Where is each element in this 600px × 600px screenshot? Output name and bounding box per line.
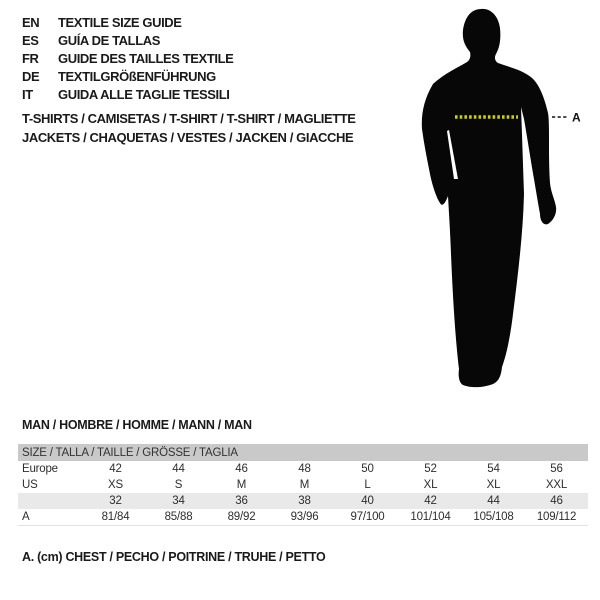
- cell: 40: [336, 493, 399, 509]
- man-silhouette-icon: [422, 9, 556, 387]
- cell: 42: [399, 493, 462, 509]
- language-row-de: [22, 67, 233, 85]
- cell: 85/88: [164, 511, 193, 523]
- row-label: [18, 493, 84, 509]
- cell: S: [174, 479, 183, 491]
- cell: XXL: [545, 479, 568, 491]
- cell: 56: [550, 463, 563, 475]
- language-code: EN: [22, 14, 40, 30]
- man-silhouette-figure: [415, 4, 600, 396]
- garment-line-jackets: JACKETS / CHAQUETAS / VESTES / JACKEN / GIACCHE: [22, 130, 354, 145]
- cell: 48: [298, 463, 311, 475]
- cell: XL: [423, 479, 438, 491]
- row-label: A: [22, 511, 30, 523]
- language-list: [22, 13, 233, 103]
- table-row-uk: [18, 493, 588, 509]
- cell: M: [299, 479, 310, 491]
- language-code: IT: [22, 86, 33, 102]
- row-label: Europe: [22, 463, 58, 475]
- size-table-header-row: [18, 444, 588, 461]
- cell: 105/108: [473, 511, 514, 523]
- language-label: GUÍA DE TALLAS: [58, 32, 161, 48]
- table-row-europe: [18, 461, 588, 477]
- cell: M: [236, 479, 247, 491]
- cell: 46: [235, 463, 248, 475]
- cell: 109/112: [536, 511, 577, 523]
- size-table: [18, 444, 588, 526]
- cell: 52: [424, 463, 437, 475]
- cell: 44: [462, 493, 525, 509]
- cell: 93/96: [290, 511, 319, 523]
- cell: 81/84: [101, 511, 130, 523]
- cell: 54: [487, 463, 500, 475]
- cell: 89/92: [227, 511, 256, 523]
- language-row-it: [22, 85, 233, 103]
- cell: L: [364, 479, 371, 491]
- language-row-es: [22, 31, 233, 49]
- language-code: DE: [22, 68, 40, 84]
- language-label: GUIDE DES TAILLES TEXTILE: [58, 50, 234, 66]
- cell: 38: [273, 493, 336, 509]
- cell: XS: [108, 479, 123, 491]
- language-code: ES: [22, 32, 39, 48]
- language-row-fr: [22, 49, 233, 67]
- row-label: US: [22, 479, 38, 491]
- garment-line-tshirts: T-SHIRTS / CAMISETAS / T-SHIRT / T-SHIRT / MAGLIETTE: [22, 111, 356, 126]
- measure-label-a: A: [572, 110, 581, 125]
- language-label: TEXTILGRÖßENFÜHRUNG: [58, 68, 216, 84]
- cell: 44: [172, 463, 185, 475]
- language-code: FR: [22, 50, 39, 66]
- table-row-us: [18, 477, 588, 493]
- cell: 46: [525, 493, 588, 509]
- section-title-man: MAN / HOMBRE / HOMME / MANN / MAN: [22, 418, 252, 432]
- cell: 50: [361, 463, 374, 475]
- measurement-footnote: A. (cm) CHEST / PECHO / POITRINE / TRUHE / PETTO: [22, 550, 326, 564]
- cell: 97/100: [350, 511, 385, 523]
- cell: 101/104: [410, 511, 451, 523]
- size-table-header: SIZE / TALLA / TAILLE / GRÖSSE / TAGLIA: [18, 444, 588, 461]
- language-label: GUIDA ALLE TAGLIE TESSILI: [58, 86, 230, 102]
- cell: XL: [486, 479, 501, 491]
- cell: 34: [147, 493, 210, 509]
- table-row-a-chest: [18, 509, 588, 526]
- language-row-en: [22, 13, 233, 31]
- cell: 32: [84, 493, 147, 509]
- language-label: TEXTILE SIZE GUIDE: [58, 14, 182, 30]
- cell: 36: [210, 493, 273, 509]
- cell: 42: [109, 463, 122, 475]
- garment-type-list: [22, 109, 356, 147]
